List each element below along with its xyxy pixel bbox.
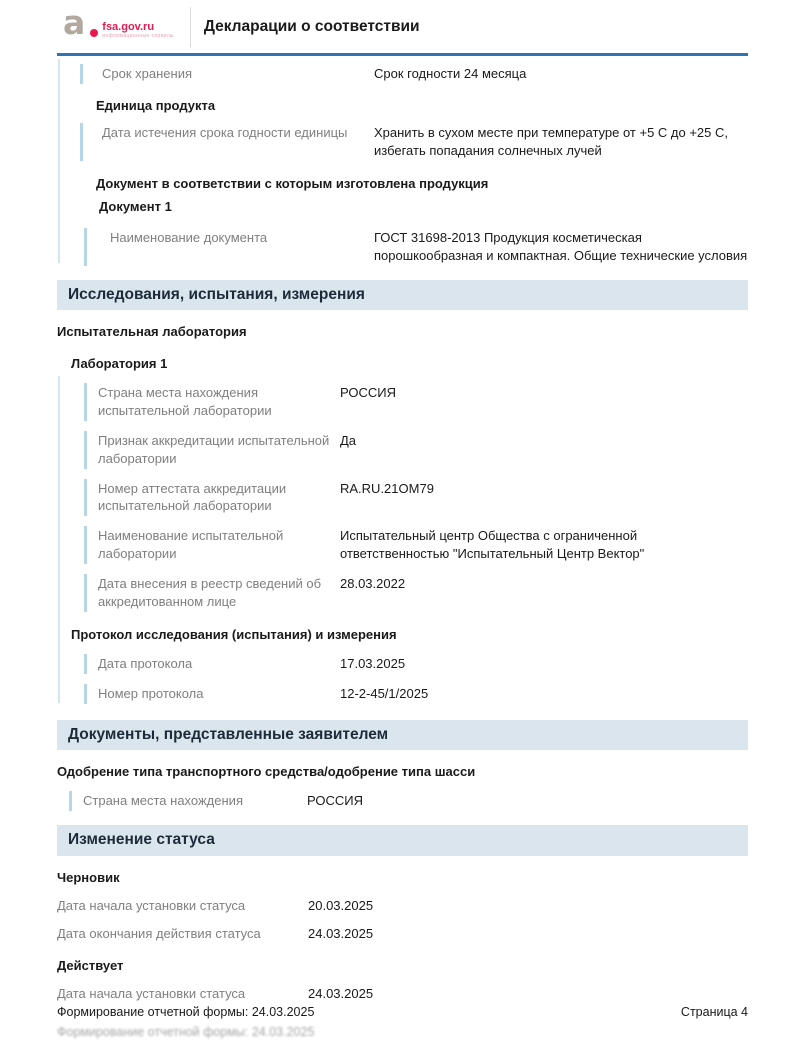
field-row-protocol-date [84,654,748,674]
field-label: Номер аттестата аккредитации испытательной лаборатории [98,480,287,514]
heading-status-draft: Черновик [57,869,120,885]
field-value: 20.03.2025 [308,897,374,913]
field-row-document-name [84,228,748,266]
footer-page-number: Страница 4 [680,1005,748,1020]
field-label: Наименование испытательной лаборатории [98,528,284,562]
logo-tagline: информационные сервисы [102,32,174,39]
field-value: РОССИЯ [307,793,364,809]
field-value: 17.03.2025 [340,656,406,672]
field-value: Да [340,432,357,448]
page-footer [57,1004,748,1039]
laboratory-group [57,373,748,706]
field-row-expiry [80,123,748,161]
field-row-lab-country [84,383,748,421]
heading-status-active: Действует [57,958,124,974]
heading-protocol: Протокол исследования (испытания) и измерения [71,627,397,643]
page-title: Декларации о соответствии [203,17,420,35]
field-row-active-start-date [57,984,748,1004]
heading-manufacturing-document: Документ в соответствии с которым изготовлена продукция [96,175,489,191]
section-band-research: Исследования, испытания, измерения [57,280,748,310]
heading-document-1: Документ 1 [99,198,172,214]
heading-vehicle-type-approval: Одобрение типа транспортного средства/одобрение типа шасси [57,764,476,780]
field-value: 24.03.2025 [308,986,374,1002]
heading-testing-laboratory: Испытательная лаборатория [57,323,247,339]
field-label: Дата начала установки статуса [57,897,246,913]
section-band-documents: Документы, представленные заявителем [57,720,748,750]
field-value: 24.03.2025 [308,926,374,942]
field-row-storage [80,64,748,84]
field-label: Дата окончания действия статуса [57,926,261,942]
field-label: Наименование документа [110,229,268,245]
footer-generated-date: Формирование отчетной формы: 24.03.2025 [57,1005,315,1020]
logo-red-dot-icon [90,29,98,37]
field-value: Срок годности 24 месяца [374,66,527,81]
field-row-approval-country [69,791,748,811]
field-row-lab-certificate-number [84,479,748,517]
logo-url: fsa.gov.ru [102,20,155,33]
section-band-status: Изменение статуса [57,825,748,855]
heading-laboratory-1: Лаборатория 1 [71,355,168,371]
field-label: Срок хранения [102,66,192,81]
field-label: Страна места нахождения испытательной лаборатории [98,384,272,418]
fsa-logo-text-block [90,21,174,40]
field-row-lab-name [84,526,748,564]
field-label: Дата истечения срока годности единицы [102,124,348,140]
field-label: Признак аккредитации испытательной лаборатории [98,432,330,466]
field-row-draft-end-date [57,924,748,944]
fsa-logo-icon: a [63,2,86,42]
field-value: 12-2-45/1/2025 [340,686,429,701]
field-label: Дата начала установки статуса [57,986,246,1002]
field-row-draft-start-date [57,896,748,916]
field-label: Дата протокола [98,656,193,672]
field-value: РОССИЯ [340,384,397,400]
fsa-logo [57,2,191,47]
field-row-lab-accreditation-flag [84,431,748,469]
footer-ghost-line: Формирование отчетной формы: 24.03.2025 [57,1024,315,1039]
product-info-group [57,56,748,266]
field-value: Хранить в сухом месте при температуре от +5 С до +25 С, избегать попадания солнечных лучей [374,124,729,158]
field-row-lab-registry-date [84,574,748,612]
field-value: Испытательный центр Общества с ограниченной ответственностью "Испытательный Центр Вектор" [340,528,645,562]
field-value: ГОСТ 31698-2013 Продукция косметическая порошкообразная и компактная. Общие технические условия [374,229,748,263]
field-label: Дата внесения в реестр сведений об аккредитованном лице [98,576,322,610]
field-label: Страна места нахождения [83,793,243,809]
heading-product-unit: Единица продукта [96,97,216,113]
field-row-protocol-number [84,684,748,704]
page-header [57,0,748,53]
field-value: 28.03.2022 [340,576,406,592]
field-label: Номер протокола [98,686,204,701]
field-value: RA.RU.21OM79 [340,480,434,496]
